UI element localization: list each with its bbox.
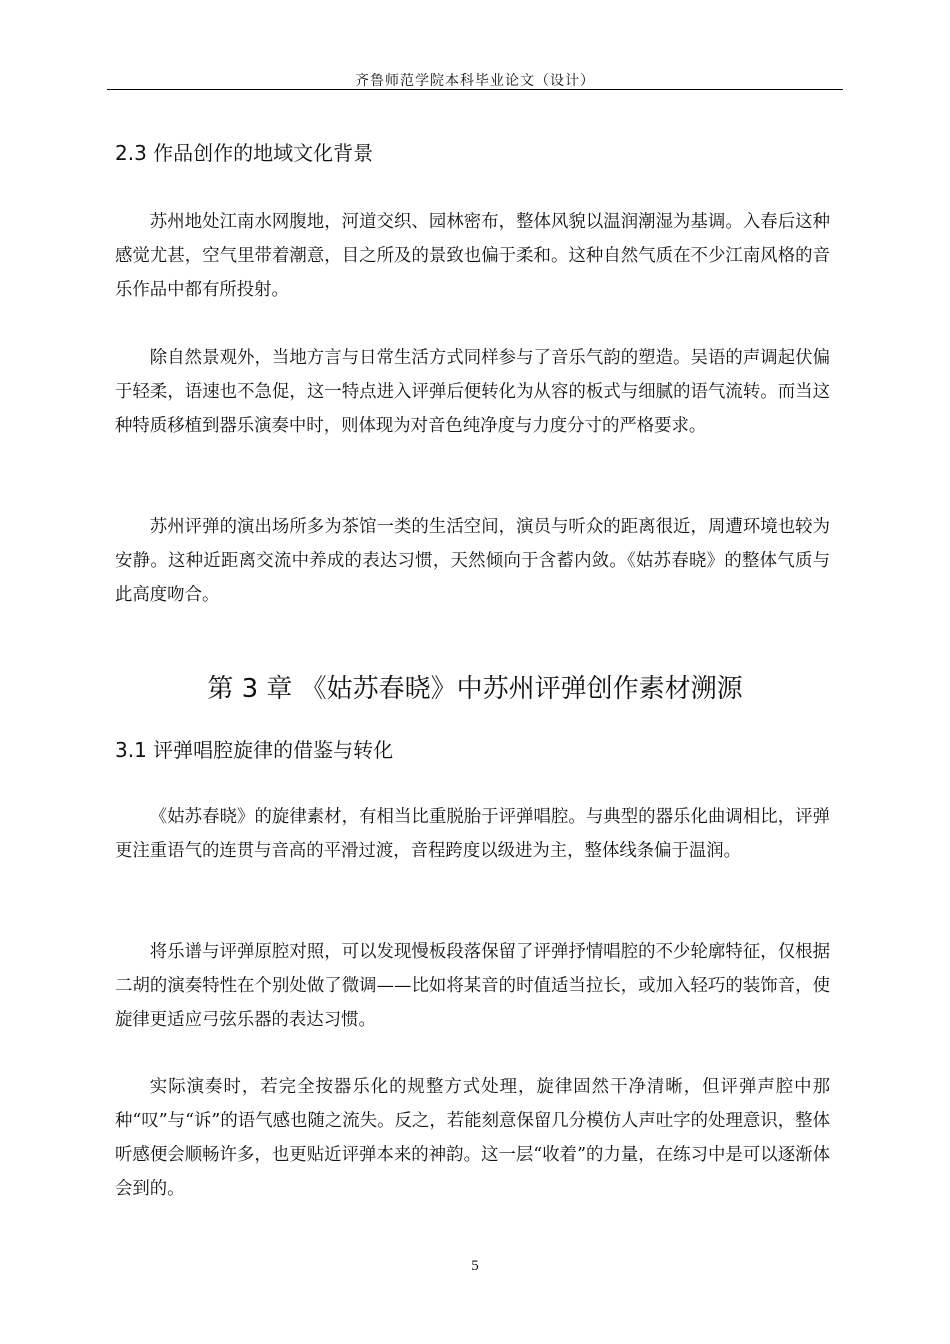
paragraph: 《姑苏春晓》的旋律素材，有相当比重脱胎于评弹唱腔。与典型的器乐化曲调相比，评弹更注重语气的连贯与音高的平滑过渡，音程跨度以级进为主，整体线条偏于温润。 (115, 807, 830, 861)
section-heading-2-3: 2.3 作品创作的地域文化背景 (115, 141, 374, 165)
paragraph: 除自然景观外，当地方言与日常生活方式同样参与了音乐气韵的塑造。吴语的声调起伏偏于轻柔，语速也不急促，这一特点进入评弹后便转化为从容的板式与细腻的语气流转。而当这种特质移植到器乐演奏中时，则体现为对音色纯净度与力度分寸的严格要求。 (115, 348, 830, 436)
paragraph: 将乐谱与评弹原腔对照，可以发现慢板段落保留了评弹抒情唱腔的不少轮廓特征，仅根据二胡的演奏特性在个别处做了微调——比如将某音的时值适当拉长，或加入轻巧的装饰音，使旋律更适应弓弦乐器的表达习惯。 (115, 942, 830, 1030)
paragraph: 苏州评弹的演出场所多为茶馆一类的生活空间，演员与听众的距离很近，周遭环境也较为安静。这种近距离交流中养成的表达习惯，天然倾向于含蓄内敛。《姑苏春晓》的整体气质与此高度吻合。 (115, 517, 830, 605)
section-heading-3-1: 3.1 评弹唱腔旋律的借鉴与转化 (115, 738, 394, 762)
page-number: 5 (471, 1258, 479, 1274)
header-divider (107, 89, 843, 90)
paragraph: 苏州地处江南水网腹地，河道交织、园林密布，整体风貌以温润潮湿为基调。入春后这种感觉尤甚，空气里带着潮意，目之所及的景致也偏于柔和。这种自然气质在不少江南风格的音乐作品中都有所投射。 (115, 212, 830, 300)
paragraph: 实际演奏时，若完全按器乐化的规整方式处理，旋律固然干净清晰，但评弹声腔中那种“叹”与“诉”的语气感也随之流失。反之，若能刻意保留几分模仿人声吐字的处理意识，整体听感便会顺畅许多，也更贴近评弹本来的神韵。这一层“收着”的力量，在练习中是可以逐渐体会到的。 (115, 1077, 830, 1199)
page-header-title: 齐鲁师范学院本科毕业论文（设计） (355, 73, 595, 89)
chapter-heading-3: 第 3 章 《姑苏春晓》中苏州评弹创作素材溯源 (207, 674, 743, 704)
